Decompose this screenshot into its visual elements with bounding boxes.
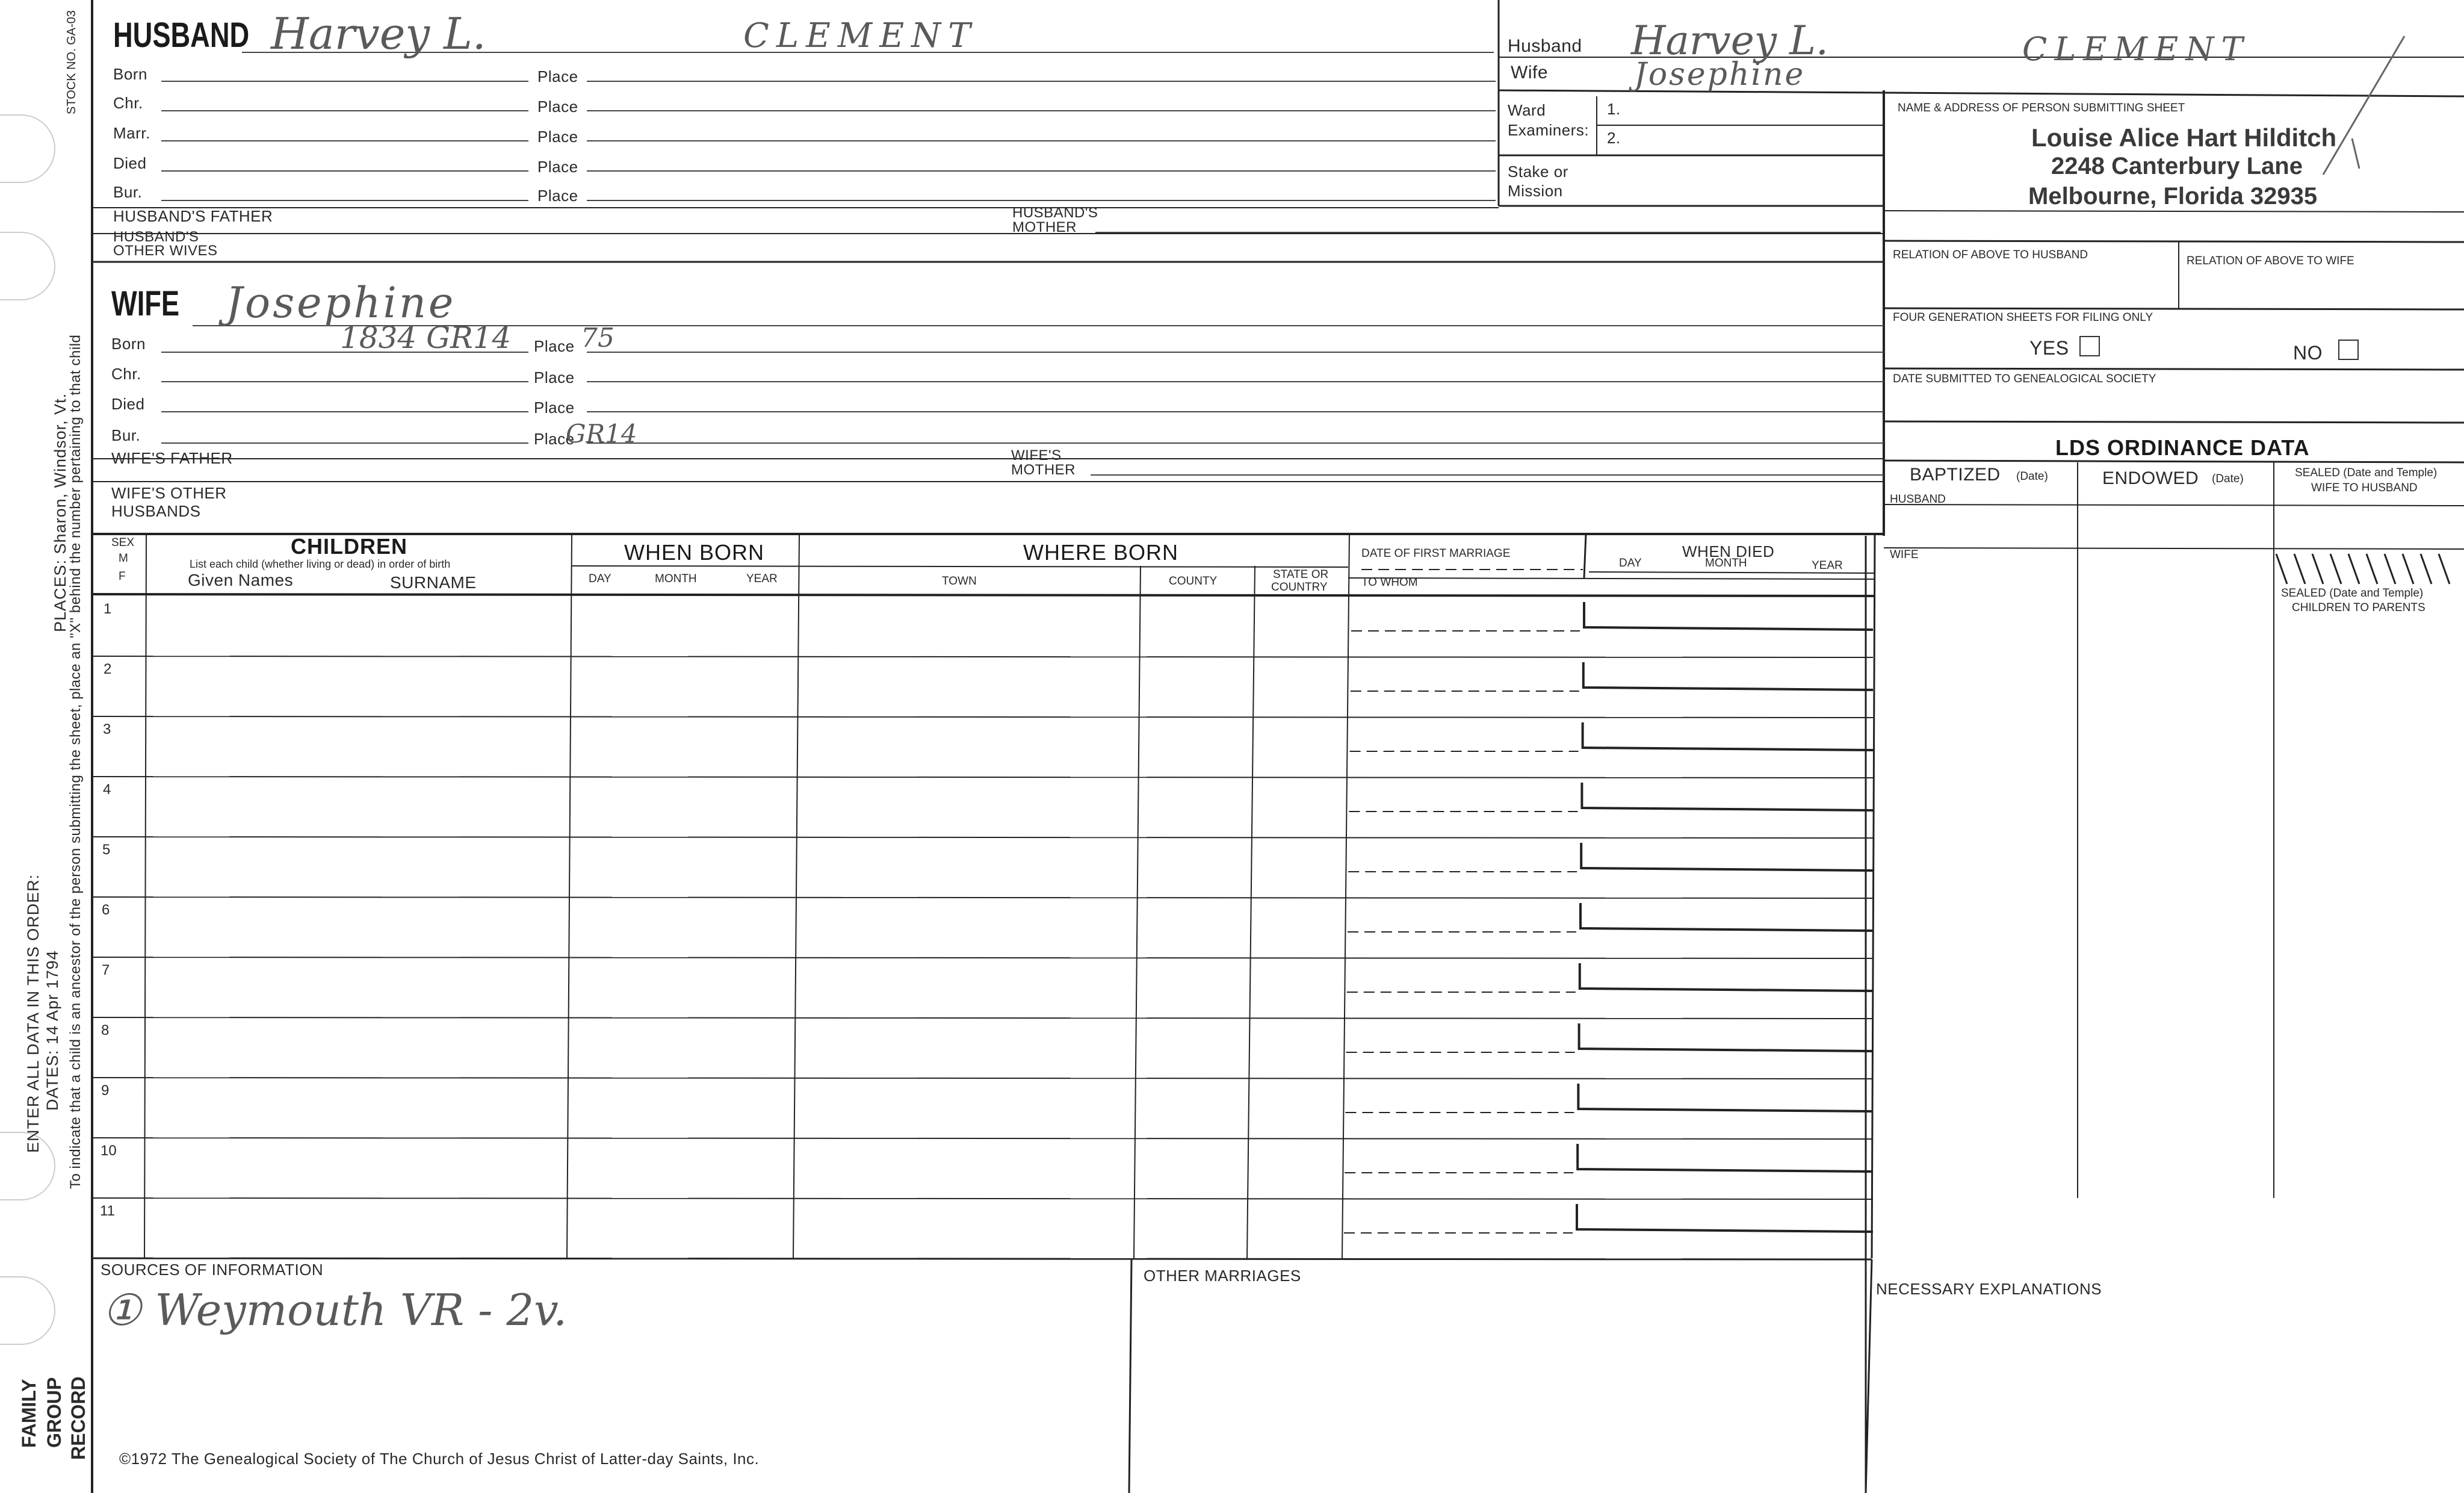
child-row-number: 3 [103,721,111,737]
wife-mother-label-2: MOTHER [1011,462,1076,478]
husband-marr-place-label: Place [537,128,578,146]
husband-mother-label-2: MOTHER [1012,219,1077,235]
wife-other-husbands-label-2: HUSBANDS [111,502,201,520]
born-month-label: MONTH [655,573,697,585]
husband-born-place-label: Place [537,67,578,85]
summary-wife-label: Wife [1511,63,1548,82]
husband-given-handwritten: Harvey L. [271,8,486,59]
born-year-label: YEAR [746,573,778,585]
yes-checkbox[interactable] [2079,336,2100,356]
child-died-bracket [1581,843,1873,871]
wife-mother-label-1: WIFE'S [1011,447,1062,464]
husband-father-label: HUSBAND'S FATHER [113,207,273,225]
examiners-label: Examiners: [1508,121,1590,139]
sealed-children-label-2: CHILDREN TO PARENTS [2292,601,2425,614]
wife-born-place-handwritten: 75 [581,323,614,353]
child-row-line [92,1138,1873,1139]
summary-husband-label: Husband [1508,36,1582,56]
examiner-2: 2. [1607,129,1621,147]
wife-born-label: Born [111,335,146,353]
baptized-date-label: (Date) [2016,470,2048,483]
child-died-bracket [1583,722,1873,750]
child-row-number: 6 [102,902,110,918]
stock-number: STOCK NO. GA-03 [65,10,78,114]
child-died-bracket [1580,963,1873,991]
child-died-bracket [1579,1023,1873,1051]
sex-f-label: F [119,570,126,583]
child-died-bracket [1577,1144,1873,1172]
wife-died-place-label: Place [534,399,575,417]
child-row-number: 8 [101,1022,110,1038]
husband-heading: HUSBAND [113,16,250,55]
children-title: CHILDREN [291,534,407,559]
dates-note: DATES: 14 Apr 1794 [43,950,61,1111]
form-title-group: GROUP [43,1377,65,1448]
to-whom-label: TO WHOM [1361,576,1418,589]
wife-born-place-label: Place [534,337,575,355]
where-born-label: WHERE BORN [1023,540,1179,565]
husband-born-label: Born [113,65,147,83]
state-label-2: COUNTRY [1271,581,1328,594]
sources-label: SOURCES OF INFORMATION [101,1261,324,1279]
husband-surname-handwritten: CLEMENT [743,16,978,55]
endowed-label: ENDOWED [2102,468,2199,488]
child-row-number: 10 [101,1143,117,1159]
child-row-line [92,1078,1873,1079]
sources-handwritten: ① Weymouth VR - 2v. [102,1285,568,1335]
indicate-note: To indicate that a child is an ancestor of the person submitting the sheet, place an "X" behind the number pertaining to that child [67,334,84,1189]
necessary-explanations-label: NECESSARY EXPLANATIONS [1876,1280,2102,1298]
sex-m-label: M [119,552,128,565]
sex-label: SEX [111,536,135,549]
baptized-label: BAPTIZED [1910,465,2001,485]
relation-husband-label: RELATION OF ABOVE TO HUSBAND [1893,249,2088,261]
lds-wife-label: WIFE [1890,548,1919,561]
husband-chr-label: Chr. [113,94,143,112]
husband-mother-label-1: HUSBAND'S [1012,205,1098,221]
stake-label: Stake or [1508,163,1568,181]
child-died-bracket [1580,903,1873,931]
examiner-1: 1. [1607,100,1621,118]
town-label: TOWN [942,575,977,588]
date-submitted-label: DATE SUBMITTED TO GENEALOGICAL SOCIETY [1893,373,2156,385]
child-died-bracket [1583,662,1873,690]
relation-wife-label: RELATION OF ABOVE TO WIFE [2187,255,2354,267]
wife-heading: WIFE [111,284,180,323]
wife-born-handwritten: 1834 GR14 [340,320,512,355]
submitter-street: 2248 Canterbury Lane [2051,153,2303,179]
child-row-number: 9 [101,1082,110,1099]
copyright: ©1972 The Genealogical Society of The Church of Jesus Christ of Latter-day Saints, Inc. [119,1450,760,1468]
child-row-number: 11 [100,1203,115,1219]
child-row-line [92,716,1873,718]
yes-label: YES [2029,337,2069,359]
sealed-children-label-1: SEALED (Date and Temple) [2281,587,2424,600]
places-note: PLACES: Sharon, Windsor, Vt. [51,393,69,632]
form-title-family: FAMILY [18,1379,40,1448]
husband-other-wives-label-2: OTHER WIVES [113,243,218,259]
child-row-number: 7 [102,962,110,978]
lds-title: LDS ORDINANCE DATA [2055,435,2310,460]
wife-chr-place-label: Place [534,368,575,386]
child-row-line [92,777,1873,778]
child-row-number: 5 [102,842,111,858]
wife-given-handwritten: Josephine [226,278,456,327]
children-instr: List each child (whether living or dead) in order of birth [190,558,451,570]
sealed-wife-label-1: SEALED (Date and Temple) [2295,467,2438,479]
child-row-line [92,957,1873,958]
child-died-bracket [1582,783,1873,810]
child-died-bracket [1578,1084,1873,1111]
sealed-wife-label-2: WIFE TO HUSBAND [2311,482,2418,494]
child-row-line [92,656,1873,657]
wife-bur-handwritten: GR14 [566,419,637,449]
wife-died-label: Died [111,395,145,413]
child-row-number: 1 [104,601,112,617]
when-born-label: WHEN BORN [624,540,764,565]
enter-note: ENTER ALL DATA IN THIS ORDER: [24,874,42,1153]
mission-label: Mission [1508,182,1563,200]
county-label: COUNTY [1169,575,1218,588]
wife-other-husbands-label-1: WIFE'S OTHER [111,484,227,502]
no-label: NO [2293,342,2323,364]
husband-bur-label: Bur. [113,183,143,201]
husband-other-wives-label-1: HUSBAND'S [113,229,199,245]
summary-husband-surname-hw: CLEMENT [2022,30,2250,68]
lds-husband-label: HUSBAND [1890,493,1946,506]
no-checkbox[interactable] [2338,340,2359,360]
husband-chr-place-label: Place [537,98,578,116]
wife-bur-label: Bur. [111,426,141,444]
husband-bur-place-label: Place [537,187,578,205]
submitter-label: NAME & ADDRESS OF PERSON SUBMITTING SHEET [1898,102,2185,114]
form-title-record: RECORD [67,1376,89,1460]
summary-husband-given-hw: Harvey L. [1631,17,1828,64]
surname-label: SURNAME [390,573,477,592]
other-marriages-label: OTHER MARRIAGES [1144,1267,1301,1285]
first-marriage-label: DATE OF FIRST MARRIAGE [1361,547,1511,560]
submitter-name: Louise Alice Hart Hilditch [2031,123,2337,152]
submitter-city: Melbourne, Florida 32935 [2028,183,2318,210]
died-day-label: DAY [1619,557,1642,570]
four-gen-label: FOUR GENERATION SHEETS FOR FILING ONLY [1893,311,2153,324]
born-day-label: DAY [589,573,611,585]
wife-chr-label: Chr. [111,365,141,383]
husband-marr-label: Marr. [113,124,150,142]
child-died-bracket [1584,602,1873,630]
endowed-date-label: (Date) [2212,473,2244,485]
ward-label: Ward [1508,101,1546,119]
state-label-1: STATE OR [1273,568,1329,581]
died-year-label: YEAR [1812,559,1843,572]
child-row-line [92,837,1873,838]
died-month-label: MONTH [1705,557,1747,570]
husband-died-place-label: Place [537,158,578,176]
given-names-label: Given Names [188,571,294,589]
wife-father-label: WIFE'S FATHER [111,449,233,467]
child-row-number: 2 [104,661,112,677]
child-row-number: 4 [103,781,111,798]
child-row-line [92,1198,1873,1199]
child-died-bracket [1577,1204,1873,1232]
husband-died-label: Died [113,154,147,172]
when-died-label: WHEN DIED [1682,542,1775,560]
child-row-line [92,897,1873,898]
child-row-line [92,1017,1873,1019]
summary-wife-hw: Josephine [1634,57,1806,93]
wife-bur-place-label: Place [534,430,575,448]
